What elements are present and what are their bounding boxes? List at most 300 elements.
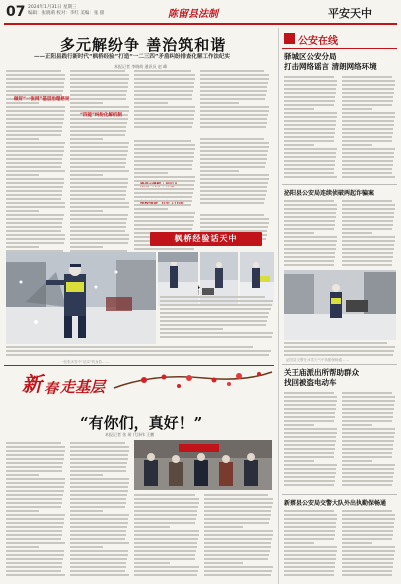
text-line [134, 180, 195, 182]
text-line [284, 240, 337, 242]
text-line [6, 538, 61, 540]
text-line [284, 132, 335, 134]
text-line [6, 182, 64, 184]
text-line [284, 216, 336, 218]
text-line [6, 562, 62, 564]
text-line [70, 522, 128, 524]
text-line [70, 530, 126, 532]
text-line [342, 416, 393, 418]
newyear-banner-char1: 新 [22, 372, 42, 396]
text-line [284, 460, 314, 462]
text-line [6, 514, 65, 516]
text-line [342, 566, 393, 568]
text-line [342, 264, 392, 266]
text-line [6, 446, 65, 448]
text-line [284, 76, 334, 78]
text-line [284, 456, 334, 458]
text-line [134, 94, 192, 96]
text-line [70, 506, 125, 508]
text-line [134, 566, 199, 568]
text-line [342, 248, 394, 250]
text-line [134, 546, 197, 548]
text-line [342, 452, 392, 454]
text-line [284, 570, 334, 572]
text-line [200, 118, 267, 120]
text-line [200, 190, 267, 192]
text-line [342, 228, 392, 230]
text-line [6, 570, 61, 572]
text-line [6, 206, 65, 208]
text-line [342, 432, 395, 434]
text-line [200, 126, 266, 128]
text-line [134, 188, 194, 190]
text-line [200, 150, 268, 152]
text-line [284, 116, 337, 118]
text-line [70, 94, 126, 96]
text-line [284, 140, 334, 142]
text-line [6, 214, 64, 216]
text-line [200, 202, 264, 204]
text-line [200, 82, 268, 84]
text-line [284, 148, 337, 150]
text-line [284, 160, 335, 162]
text-line [134, 156, 194, 158]
text-line [342, 240, 395, 242]
text-line [342, 76, 392, 78]
text-line [6, 506, 61, 508]
text-line [284, 260, 334, 262]
text-line [134, 514, 197, 516]
text-line [284, 404, 336, 406]
text-line [70, 186, 127, 188]
text-line [70, 194, 126, 196]
text-line [6, 498, 62, 500]
text-line [134, 550, 196, 552]
text-line [134, 70, 191, 72]
text-line [70, 234, 129, 236]
text-line [284, 88, 336, 90]
text-line [6, 478, 65, 480]
text-line [6, 246, 39, 248]
text-line [134, 518, 196, 520]
story4-rule [282, 494, 397, 495]
text-line [342, 176, 395, 178]
text-line [70, 214, 128, 216]
text-line [70, 222, 126, 224]
text-line [160, 312, 269, 314]
text-line [70, 210, 103, 212]
text-line [284, 80, 337, 82]
text-line [200, 158, 267, 160]
text-line [342, 160, 393, 162]
text-line [204, 526, 243, 528]
newyear-banner-char2: 春 [44, 381, 58, 397]
text-line [342, 404, 394, 406]
text-line [342, 440, 394, 442]
text-line [70, 230, 125, 232]
lead-subheadline: ——正阳县践行新时代“枫桥经验”打造“一二三四”矛盾纠纷排查化解工作法纪实 [34, 54, 230, 60]
text-line [6, 170, 65, 172]
lead-body-col2 [70, 70, 130, 255]
text-line [6, 522, 64, 524]
text-line [134, 538, 198, 540]
mid-body-col [200, 138, 270, 208]
text-line [134, 542, 197, 544]
text-line [200, 166, 265, 168]
text-line [204, 522, 269, 524]
text-line [70, 542, 129, 544]
text-line [70, 102, 103, 104]
text-line [342, 84, 395, 86]
text-line [134, 570, 198, 572]
text-line [6, 566, 62, 568]
text-line [70, 470, 126, 472]
text-line [70, 458, 128, 460]
text-line [342, 120, 394, 122]
text-line [6, 178, 64, 180]
text-line [6, 102, 39, 104]
text-line [284, 220, 335, 222]
text-line [70, 82, 128, 84]
snow-story-body [160, 296, 274, 340]
text-line [6, 502, 62, 504]
text-line [6, 482, 65, 484]
text-line [70, 238, 129, 240]
text-line [134, 554, 195, 556]
text-line [284, 172, 334, 174]
text-line [204, 518, 270, 520]
text-line [6, 486, 64, 488]
text-line [134, 530, 199, 532]
text-line [70, 242, 128, 244]
text-line [6, 158, 62, 160]
text-line [70, 454, 128, 456]
text-line [284, 236, 337, 238]
text-line [200, 70, 264, 72]
text-line [342, 148, 395, 150]
text-line [134, 502, 199, 504]
story1-title: 驿城区公安分局 打击网络谣言 清朗网络环境 [284, 52, 377, 71]
text-line [134, 168, 192, 170]
text-line [342, 216, 394, 218]
text-line [70, 474, 103, 476]
text-line [342, 468, 394, 470]
text-line [342, 472, 394, 474]
text-line [342, 132, 393, 134]
text-line [204, 510, 271, 512]
text-line [70, 466, 126, 468]
text-line [70, 202, 129, 204]
text-line [200, 94, 266, 96]
text-line [70, 510, 103, 512]
text-line [284, 510, 334, 512]
text-line [70, 450, 129, 452]
text-line [70, 198, 125, 200]
text-line [342, 420, 392, 422]
story4-body-a [284, 510, 338, 580]
text-line [134, 184, 194, 186]
text-line [200, 90, 267, 92]
text-line [342, 570, 392, 572]
text-line [6, 454, 64, 456]
right-photo [284, 270, 396, 340]
text-line [6, 78, 65, 80]
text-line [70, 478, 129, 480]
text-line [70, 122, 127, 124]
paper-name: 陈留县法制 [168, 9, 218, 20]
text-line [70, 486, 128, 488]
text-line [342, 522, 394, 524]
text-line [284, 264, 334, 266]
text-line [160, 296, 265, 298]
text-line [342, 108, 372, 110]
text-line [70, 90, 127, 92]
text-line [70, 162, 126, 164]
text-line [200, 162, 266, 164]
text-line [204, 542, 271, 544]
column-tag-label: 公安在线 [298, 36, 338, 47]
text-line [284, 168, 334, 170]
fengqiao-banner [150, 232, 262, 246]
text-line [70, 498, 126, 500]
text-line [70, 550, 128, 552]
text-line [284, 428, 337, 430]
text-line [160, 324, 266, 326]
text-line [284, 164, 335, 166]
text-line [284, 350, 394, 352]
text-line [342, 550, 395, 552]
text-line [284, 530, 335, 532]
text-line [70, 538, 125, 540]
text-line [70, 534, 126, 536]
text-line [284, 396, 337, 398]
text-line [342, 542, 372, 544]
text-line [70, 126, 126, 128]
text-line [284, 558, 336, 560]
text-line [342, 204, 395, 206]
text-line [160, 328, 223, 330]
text-line [342, 232, 372, 234]
snow-police-photo [6, 252, 156, 344]
text-line [6, 190, 62, 192]
text-line [204, 530, 273, 532]
text-line [342, 140, 392, 142]
text-line [6, 450, 65, 452]
text-line [134, 534, 199, 536]
text-line [6, 518, 64, 520]
text-line [284, 448, 335, 450]
text-line [284, 224, 335, 226]
text-line [6, 174, 39, 176]
text-line [70, 494, 127, 496]
text-line [70, 518, 128, 520]
text-line [284, 424, 314, 426]
text-line [6, 494, 63, 496]
story3-body-b [342, 392, 396, 488]
text-line [342, 538, 392, 540]
text-line [284, 248, 336, 250]
text-line [6, 110, 65, 112]
text-line [200, 110, 269, 112]
text-line [284, 472, 336, 474]
text-line [6, 350, 271, 352]
text-line [6, 130, 62, 132]
text-line [342, 260, 392, 262]
text-line [342, 396, 395, 398]
text-line [342, 116, 395, 118]
text-line [204, 502, 273, 504]
text-line [342, 436, 394, 438]
text-line [134, 224, 193, 226]
text-line [342, 574, 392, 576]
story4-title: 新蔡县公安局交警大队外出执勤保畅通 [284, 500, 387, 507]
snow-police-image [6, 252, 156, 344]
text-line [200, 214, 264, 216]
text-line [284, 444, 335, 446]
text-line [6, 574, 65, 576]
text-line [70, 574, 129, 576]
text-line [134, 526, 170, 528]
text-line [6, 470, 62, 472]
text-line [342, 124, 394, 126]
text-line [160, 308, 271, 310]
text-line [342, 100, 393, 102]
text-line [200, 170, 239, 172]
text-line [70, 106, 129, 108]
text-line [200, 194, 266, 196]
text-line [134, 522, 195, 524]
text-line [134, 172, 168, 174]
text-line [70, 146, 128, 148]
lead-headline: 多元解纷争 善治筑和谐 [60, 36, 227, 54]
text-line [70, 138, 103, 140]
newyear-banner [4, 368, 274, 402]
story2-body-b [342, 200, 396, 268]
text-line [134, 204, 191, 206]
text-line [70, 570, 125, 572]
text-line [6, 234, 65, 236]
text-line [284, 144, 314, 146]
editor-credits: 编辑：张晓萌 校对：李红 美编：张 甜 [28, 11, 105, 16]
text-line [70, 190, 126, 192]
text-line [134, 200, 192, 202]
text-line [160, 316, 268, 318]
text-line [70, 442, 125, 444]
text-line [284, 232, 314, 234]
text-line [70, 218, 127, 220]
text-line [6, 126, 62, 128]
text-line [6, 546, 39, 548]
story1-body-b [342, 76, 396, 180]
text-line [134, 98, 192, 100]
text-line [134, 248, 194, 250]
text-line [200, 142, 269, 144]
story2-body-a [284, 200, 338, 268]
text-line [200, 122, 267, 124]
text-line [284, 108, 314, 110]
text-line [204, 538, 272, 540]
right-photo-caption [284, 342, 396, 358]
text-line [6, 526, 63, 528]
text-line [70, 118, 128, 120]
text-line [284, 84, 337, 86]
text-line [70, 98, 126, 100]
text-line [342, 144, 372, 146]
text-line [342, 464, 395, 466]
text-line [6, 458, 64, 460]
text-line [284, 526, 336, 528]
text-line [70, 502, 126, 504]
text-line [342, 252, 393, 254]
text-line [284, 440, 336, 442]
text-line [70, 174, 103, 176]
text-line [284, 212, 336, 214]
lower-body-col3 [134, 494, 200, 580]
lower-body-col4 [204, 494, 274, 580]
text-line [284, 204, 337, 206]
main-photo-caption-text: 一张张冰雪中“站岗”的身影…… [60, 360, 110, 364]
text-line [6, 138, 39, 140]
text-line [6, 186, 63, 188]
lead-body-col4 [200, 70, 270, 130]
text-line [6, 554, 64, 556]
text-line [342, 224, 393, 226]
text-line [342, 562, 393, 564]
text-line [134, 106, 195, 108]
text-line [204, 514, 271, 516]
text-line [134, 110, 195, 112]
text-line [134, 558, 195, 560]
text-line [160, 336, 272, 338]
text-line [6, 242, 64, 244]
text-line [284, 256, 335, 258]
text-line [6, 474, 39, 476]
text-line [70, 446, 129, 448]
text-line [284, 480, 335, 482]
story3-rule [282, 364, 397, 365]
text-line [204, 550, 270, 552]
street-visit-image [134, 440, 272, 490]
text-line [200, 98, 265, 100]
text-line [284, 476, 335, 478]
text-line [342, 510, 392, 512]
text-line [134, 122, 193, 124]
text-line [342, 156, 394, 158]
text-line [6, 222, 62, 224]
text-line [70, 134, 125, 136]
text-line [6, 510, 39, 512]
text-line [134, 144, 195, 146]
lower-divider [4, 365, 274, 366]
text-line [284, 534, 335, 536]
text-line [6, 134, 61, 136]
text-line [284, 200, 334, 202]
text-line [134, 164, 192, 166]
text-line [134, 90, 193, 92]
text-line [284, 554, 336, 556]
lead-subhead-1: 做好“一张网”基层治理格局 [14, 97, 70, 102]
text-line [342, 88, 394, 90]
text-line [6, 122, 63, 124]
text-line [204, 562, 243, 564]
text-line [134, 160, 193, 162]
column-tag-rule [282, 48, 397, 49]
text-line [342, 408, 394, 410]
text-line [284, 538, 334, 540]
text-line [160, 320, 267, 322]
text-line [134, 208, 168, 210]
issue-date: 2024年1月31日 星期三 [28, 5, 77, 10]
